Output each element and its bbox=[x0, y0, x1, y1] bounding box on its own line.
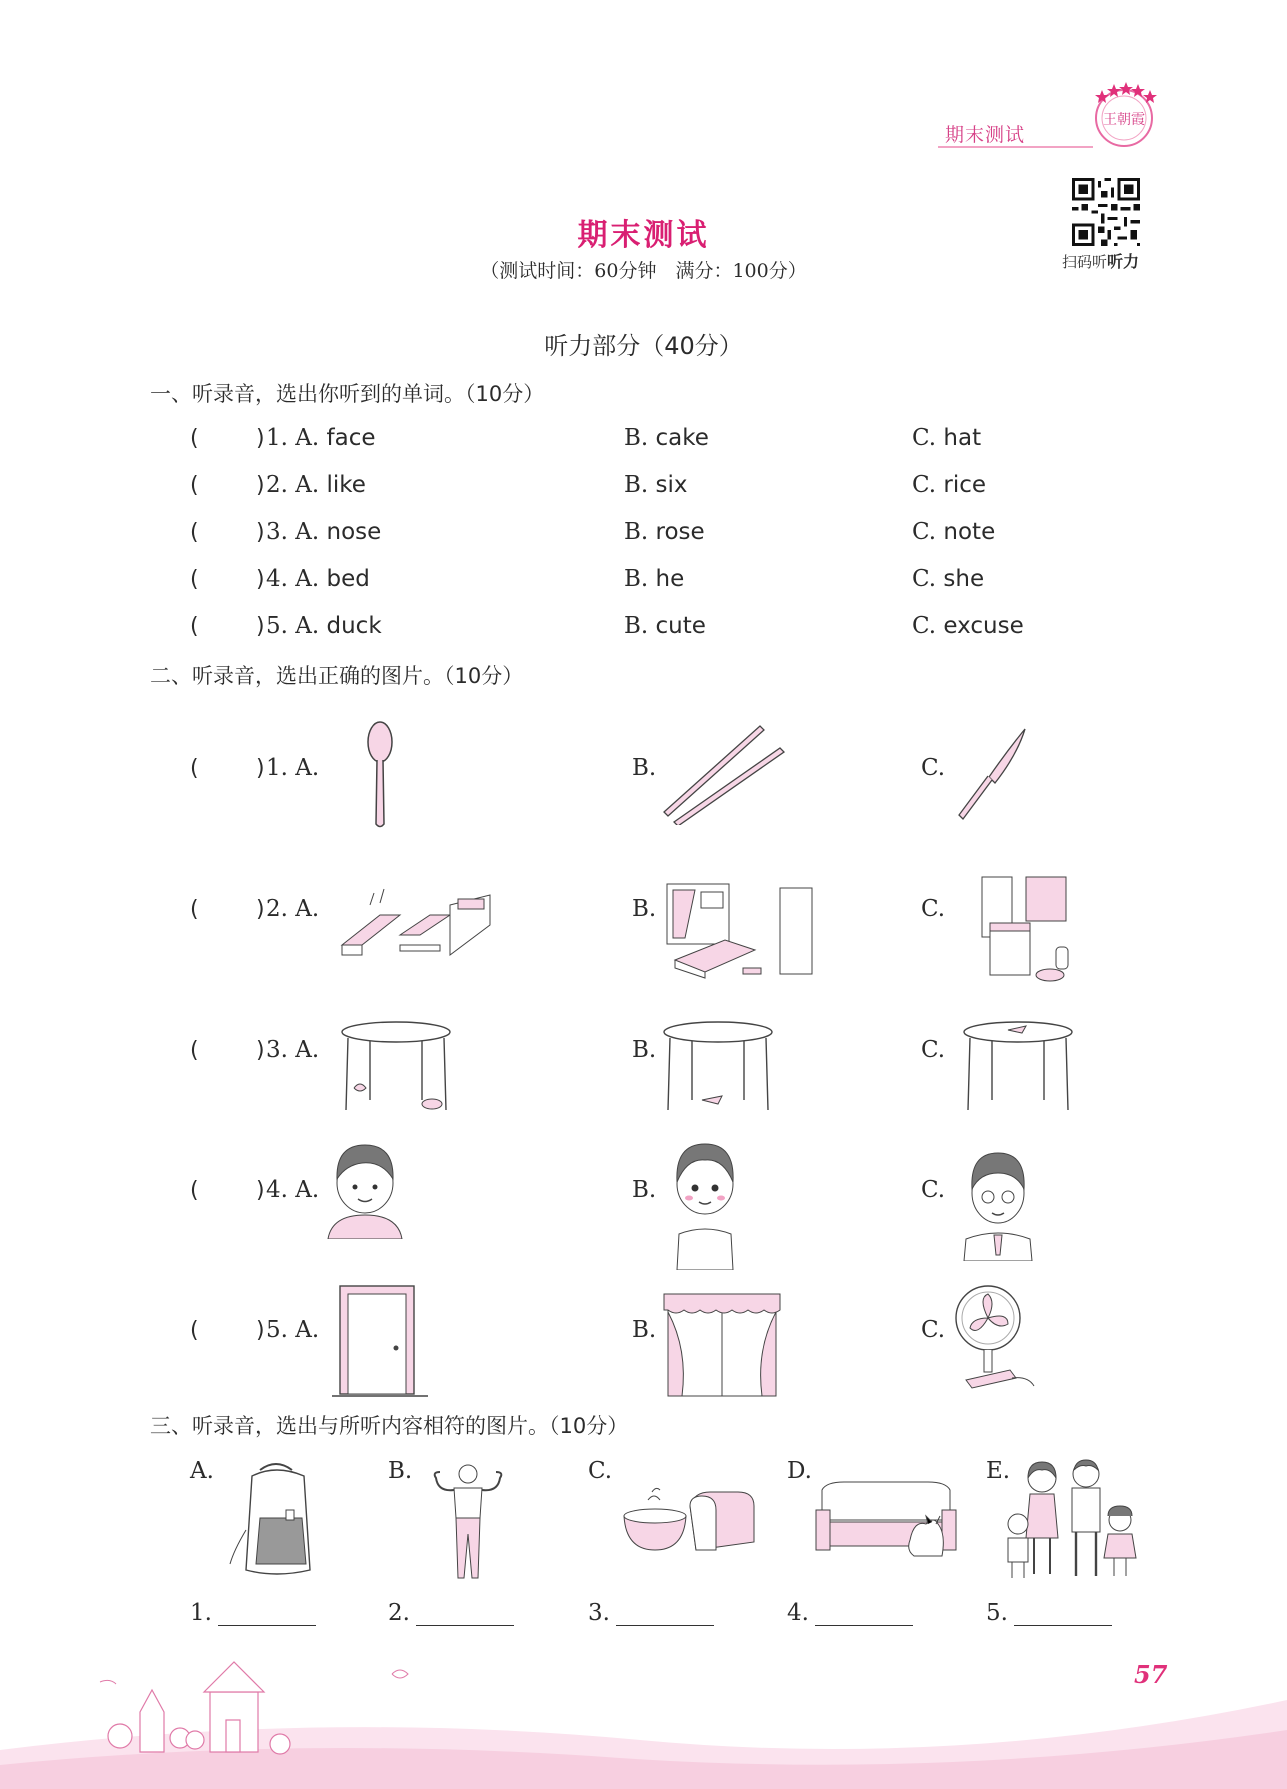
answer-paren-open[interactable]: ( bbox=[190, 897, 199, 922]
question-number: 4. A. bbox=[266, 1177, 320, 1203]
answer-blank-3[interactable] bbox=[588, 1600, 714, 1626]
option-b-letter: B. bbox=[632, 1177, 657, 1203]
answer-line[interactable] bbox=[616, 1607, 714, 1626]
table-item-on-icon[interactable] bbox=[960, 1020, 1076, 1120]
door-icon[interactable] bbox=[330, 1282, 430, 1398]
question-2-option-b bbox=[624, 472, 688, 498]
table-items-under-icon[interactable] bbox=[338, 1020, 454, 1120]
page-title: 期末测试 bbox=[577, 218, 710, 253]
option-a-word: nose bbox=[326, 519, 382, 545]
spoon-icon[interactable] bbox=[355, 720, 405, 830]
option-a-word: face bbox=[326, 425, 376, 451]
option-c-letter: C. bbox=[921, 1037, 946, 1063]
option-b-letter: B. bbox=[624, 519, 649, 545]
question-4-option-a bbox=[266, 566, 370, 592]
question-3-option-c bbox=[912, 519, 995, 545]
blank-number: 5. bbox=[986, 1600, 1008, 1626]
option-c-letter: C. bbox=[912, 613, 937, 639]
boy-icon[interactable] bbox=[322, 1135, 408, 1239]
question-1-option-b bbox=[624, 425, 709, 451]
question-number: 1. A. bbox=[266, 425, 320, 451]
question-4-option-b bbox=[624, 566, 684, 592]
option-b-letter: B. bbox=[632, 1317, 657, 1343]
answer-blank-2[interactable] bbox=[388, 1600, 514, 1626]
option-b-letter: B. bbox=[624, 613, 649, 639]
qr-code-icon[interactable] bbox=[1072, 178, 1140, 246]
sofa-cat-icon[interactable] bbox=[814, 1480, 964, 1566]
question-number: 3. A. bbox=[266, 519, 320, 545]
family-icon[interactable] bbox=[1004, 1458, 1146, 1580]
question-number: 3. A. bbox=[266, 1037, 320, 1063]
question-number: 2. A. bbox=[266, 896, 320, 922]
grandpa-icon[interactable] bbox=[958, 1143, 1038, 1261]
option-b-word: cake bbox=[655, 425, 709, 451]
test-info-subtitle: （测试时间：60分钟 满分：100分） bbox=[480, 260, 807, 282]
option-b-letter: B. bbox=[624, 566, 649, 592]
answer-line[interactable] bbox=[416, 1607, 514, 1626]
answer-line[interactable] bbox=[815, 1607, 913, 1626]
brand-seal-logo bbox=[1088, 78, 1160, 150]
option-c-word: note bbox=[943, 519, 996, 545]
question-number: 1. A. bbox=[266, 755, 320, 781]
living-room-icon[interactable] bbox=[340, 885, 500, 965]
picture-letter-b: B. bbox=[388, 1458, 413, 1484]
option-c-letter: C. bbox=[912, 472, 937, 498]
footer-wave-decoration bbox=[0, 1640, 1287, 1789]
option-c-letter: C. bbox=[921, 1317, 946, 1343]
answer-paren-open[interactable]: ( bbox=[190, 614, 199, 639]
header-underline bbox=[938, 146, 1093, 148]
answer-paren-open[interactable]: ( bbox=[190, 1178, 199, 1203]
section1-title: 一、听录音，选出你听到的单词。（10分） bbox=[150, 382, 545, 406]
option-c-letter: C. bbox=[921, 1177, 946, 1203]
answer-paren-open[interactable]: ( bbox=[190, 567, 199, 592]
question-2-option-c bbox=[912, 472, 986, 498]
answer-paren-open[interactable]: ( bbox=[190, 473, 199, 498]
question-5-option-a bbox=[266, 613, 382, 639]
blank-number: 2. bbox=[388, 1600, 410, 1626]
answer-paren-close: ) bbox=[256, 614, 265, 639]
option-c-letter: C. bbox=[921, 896, 946, 922]
option-b-letter: B. bbox=[632, 755, 657, 781]
question-4-option-c bbox=[912, 566, 984, 592]
option-b-word: six bbox=[655, 472, 688, 498]
picture-letter-a: A. bbox=[190, 1458, 214, 1484]
answer-paren-close: ) bbox=[256, 756, 265, 781]
qr-label bbox=[1062, 249, 1139, 272]
bowl-bread-icon[interactable] bbox=[620, 1478, 760, 1558]
question-2-option-a bbox=[266, 472, 366, 498]
answer-paren-close: ) bbox=[256, 1178, 265, 1203]
question-1-option-a bbox=[266, 425, 376, 451]
listening-heading: 听力部分（40分） bbox=[544, 332, 743, 360]
picture-letter-d: D. bbox=[787, 1458, 812, 1484]
picture-letter-c: C. bbox=[588, 1458, 613, 1484]
option-c-letter: C. bbox=[912, 566, 937, 592]
answer-line[interactable] bbox=[218, 1607, 316, 1626]
bathroom-icon[interactable] bbox=[980, 875, 1075, 990]
blank-number: 1. bbox=[190, 1600, 212, 1626]
option-a-word: duck bbox=[326, 613, 382, 639]
question-3-option-b bbox=[624, 519, 705, 545]
backpack-icon[interactable] bbox=[226, 1460, 326, 1580]
page-number: 57 bbox=[1134, 1660, 1168, 1689]
blank-number: 4. bbox=[787, 1600, 809, 1626]
bedroom-icon[interactable] bbox=[665, 880, 815, 980]
option-c-letter: C. bbox=[912, 425, 937, 451]
blank-number: 3. bbox=[588, 1600, 610, 1626]
answer-paren-close: ) bbox=[256, 897, 265, 922]
option-b-letter: B. bbox=[632, 1037, 657, 1063]
answer-paren-close: ) bbox=[256, 1318, 265, 1343]
chopsticks-icon[interactable] bbox=[660, 720, 790, 825]
strong-man-icon[interactable] bbox=[428, 1462, 508, 1584]
answer-paren-open[interactable]: ( bbox=[190, 426, 199, 451]
section3-title: 三、听录音，选出与所听内容相符的图片。（10分） bbox=[150, 1414, 629, 1438]
question-number: 4. A. bbox=[266, 566, 320, 592]
answer-paren-close: ) bbox=[256, 520, 265, 545]
option-c-word: excuse bbox=[943, 613, 1024, 639]
answer-line[interactable] bbox=[1014, 1607, 1112, 1626]
header-tag: 期末测试 bbox=[945, 124, 1026, 146]
answer-blank-5[interactable] bbox=[986, 1600, 1112, 1626]
svg-text:王朝霞: 王朝霞 bbox=[1103, 112, 1145, 128]
option-b-word: he bbox=[655, 566, 685, 592]
option-a-word: like bbox=[326, 472, 366, 498]
question-5-option-b bbox=[624, 613, 706, 639]
answer-paren-open[interactable]: ( bbox=[190, 1038, 199, 1063]
fan-icon[interactable] bbox=[950, 1282, 1040, 1392]
answer-paren-close: ) bbox=[256, 426, 265, 451]
question-number: 2. A. bbox=[266, 472, 320, 498]
question-number: 5. A. bbox=[266, 1317, 320, 1343]
option-c-word: she bbox=[943, 566, 985, 592]
table-item-under-icon[interactable] bbox=[660, 1020, 776, 1120]
section2-title: 二、听录音，选出正确的图片。（10分） bbox=[150, 664, 524, 688]
answer-blank-4[interactable] bbox=[787, 1600, 913, 1626]
option-c-letter: C. bbox=[912, 519, 937, 545]
knife-icon[interactable] bbox=[955, 725, 1035, 825]
option-b-word: cute bbox=[655, 613, 706, 639]
question-1-option-c bbox=[912, 425, 981, 451]
answer-paren-close: ) bbox=[256, 473, 265, 498]
option-c-word: hat bbox=[943, 425, 982, 451]
option-a-word: bed bbox=[326, 566, 370, 592]
boy-shirt-icon[interactable] bbox=[665, 1138, 745, 1270]
question-5-option-c bbox=[912, 613, 1024, 639]
qr-label-text: 扫码听 bbox=[1062, 253, 1108, 271]
answer-paren-close: ) bbox=[256, 567, 265, 592]
answer-blank-1[interactable] bbox=[190, 1600, 316, 1626]
window-icon[interactable] bbox=[662, 1290, 782, 1400]
option-b-letter: B. bbox=[624, 425, 649, 451]
option-b-letter: B. bbox=[624, 472, 649, 498]
qr-label-bold: 听力 bbox=[1107, 252, 1140, 271]
option-c-word: rice bbox=[943, 472, 987, 498]
answer-paren-open[interactable]: ( bbox=[190, 1318, 199, 1343]
option-b-letter: B. bbox=[632, 896, 657, 922]
option-c-letter: C. bbox=[921, 755, 946, 781]
answer-paren-open[interactable]: ( bbox=[190, 520, 199, 545]
question-3-option-a bbox=[266, 519, 381, 545]
picture-letter-e: E. bbox=[986, 1458, 1011, 1484]
answer-paren-close: ) bbox=[256, 1038, 265, 1063]
option-b-word: rose bbox=[655, 519, 705, 545]
answer-paren-open[interactable]: ( bbox=[190, 756, 199, 781]
question-number: 5. A. bbox=[266, 613, 320, 639]
